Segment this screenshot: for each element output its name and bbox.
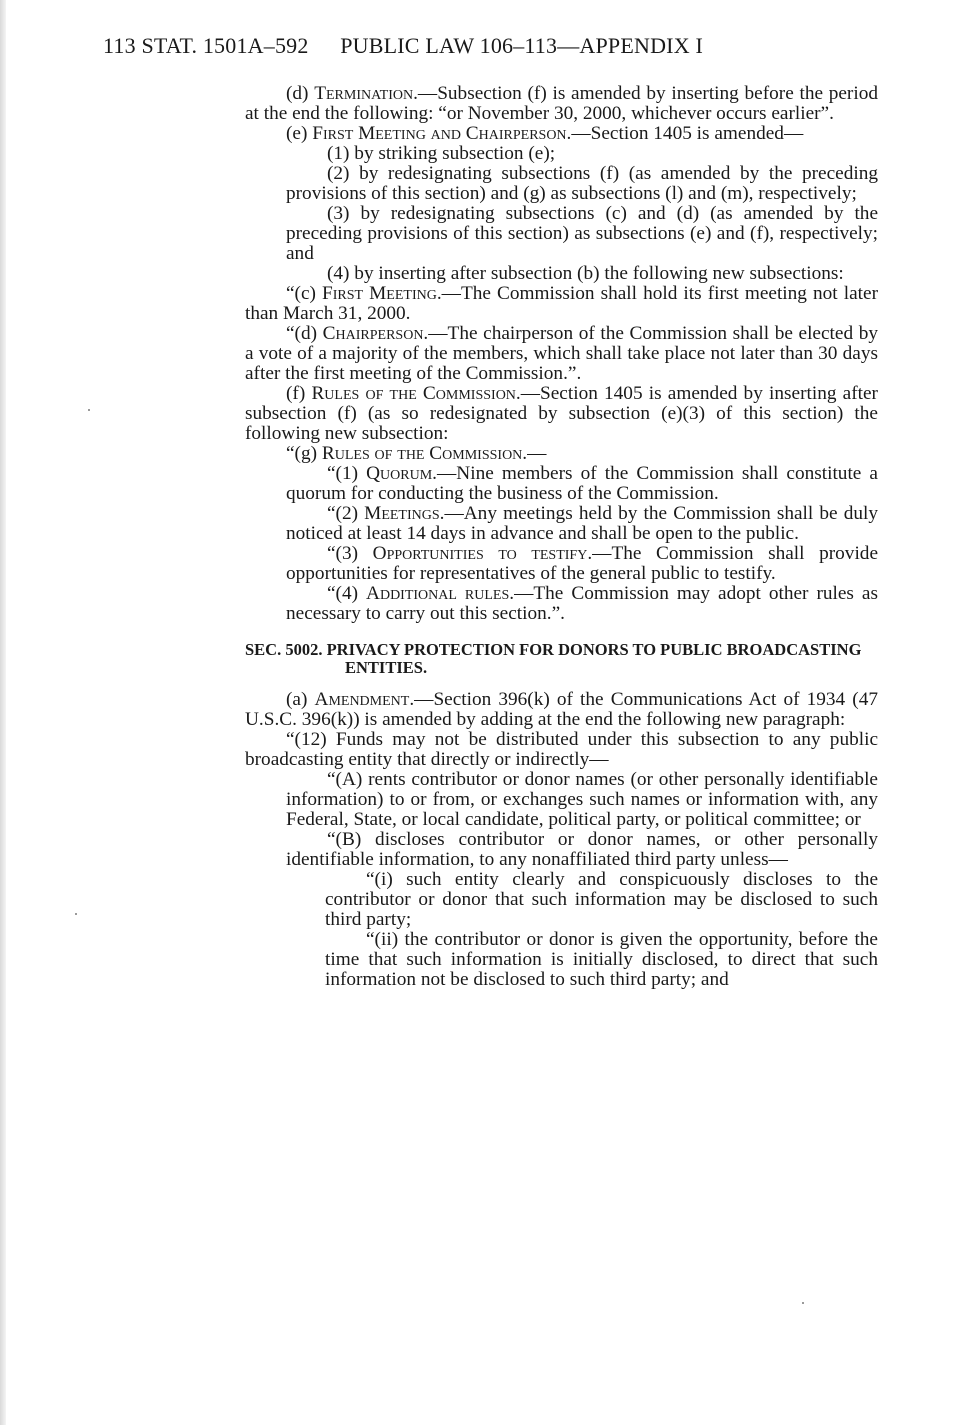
paragraph-lead: “(2) [327, 503, 365, 524]
paragraph-4: (4) by inserting after subsection (b) the following new subsections: [327, 263, 844, 284]
paragraph-text: —Nine members of the Commission shall constitute a quorum for conducting the business of the Commission. [286, 463, 878, 504]
paragraph-heading: Quorum. [366, 463, 437, 484]
paragraph-heading: Chairperson. [322, 323, 429, 344]
paragraph-lead: “(d) [286, 323, 323, 344]
paragraph-heading: Amendment. [314, 689, 415, 710]
paragraph-lead: (e) [286, 123, 313, 144]
paragraph-text: —The chairperson of the Commission shall be elected by a vote of a majority of the members, which shall take place not later than 30 days after the first meeting of the Commission.”. [245, 323, 878, 384]
paragraph-heading: Meetings. [364, 503, 445, 524]
subsection-g-rules [245, 444, 878, 464]
paragraph-text: — [527, 443, 547, 464]
paragraph-text: —The Commission shall hold its first meeting not later than March 31, 2000. [245, 283, 878, 324]
paragraph-text: —Section 1405 is amended— [571, 123, 804, 144]
document-body [245, 84, 878, 990]
rule-3-testify [245, 544, 878, 584]
subsection-e-first-meeting [245, 124, 878, 144]
page-edge-shadow [0, 0, 6, 1425]
rule-2-meetings [245, 504, 878, 544]
subsection-a-amendment [245, 690, 878, 730]
paragraph-heading: Rules of the Commission. [311, 383, 521, 404]
scan-speck [802, 1302, 804, 1304]
paragraph-lead: “(1) [327, 463, 367, 484]
paragraph-1: (1) by striking subsection (e); [327, 143, 556, 164]
section-heading: SEC. 5002. PRIVACY PROTECTION FOR DONORS TO PUBLIC BROADCASTING ENTITIES. [245, 640, 862, 677]
paragraph-text: —Any meetings held by the Commission shall be duly noticed at least 14 days in advance and shall be open to the public. [286, 503, 878, 544]
clause-i: “(i) such entity clearly and conspicuously discloses to the contributor or donor that such information may be disclosed to such third party; [325, 869, 878, 930]
paragraph-text: —Section 1405 is amended by inserting after subsection (f) (as so redesignated by subsection (e)(3) of this section) the following new subsection: [245, 383, 878, 444]
paragraph-text: —The Commission may adopt other rules as necessary to carry out this section.”. [286, 583, 878, 624]
paragraph-heading: Termination. [314, 83, 418, 104]
subsection-f-rules [245, 384, 878, 444]
paragraph-heading: First Meeting. [322, 283, 442, 304]
paragraph-lead: (a) [286, 689, 315, 710]
statute-citation: 113 STAT. 1501A–592 [103, 33, 309, 58]
paragraph-lead: “(3) [327, 543, 373, 564]
paragraph-3: (3) by redesignating subsections (c) and (d) (as amended by the preceding provisions of this section) as subsections (e) and (f), respectively; and [286, 203, 878, 264]
paragraph-12: “(12) Funds may not be distributed under this subsection to any public broadcasting entity that directly or indirectly— [245, 729, 878, 770]
paragraph-lead: (f) [286, 383, 312, 404]
running-head-title: PUBLIC LAW 106–113—APPENDIX I [340, 33, 704, 58]
paragraph-heading: Opportunities to testify. [372, 543, 593, 564]
subsection-d-chairperson [245, 324, 878, 384]
paragraph-text: —The Commission shall provide opportunities for representatives of the general public to testify. [286, 543, 878, 584]
paragraph-heading: Additional rules. [366, 583, 515, 604]
paragraph-text: —Subsection (f) is amended by inserting before the period at the end the following: “or November 30, 2000, whichever occurs earlier”. [245, 83, 878, 124]
rule-1-quorum [245, 464, 878, 504]
clause-ii: “(ii) the contributor or donor is given the opportunity, before the time that such information is initially disclosed, to direct that such information not be disclosed to such third party; and [325, 929, 878, 990]
paragraph-lead: “(g) [286, 443, 322, 464]
running-head [103, 33, 703, 59]
paragraph-lead: “(c) [286, 283, 323, 304]
paragraph-lead: “(4) [327, 583, 367, 604]
scan-speck [88, 409, 90, 411]
subsection-d-termination [245, 84, 878, 124]
paragraph-text: —Section 396(k) of the Communications Act of 1934 (47 U.S.C. 396(k)) is amended by adding at the end the following new paragraph: [245, 689, 878, 730]
clause-B: “(B) discloses contributor or donor names, or other personally identifiable information, to any nonaffiliated third party unless— [286, 829, 878, 870]
scan-speck [75, 913, 77, 915]
clause-A: “(A) rents contributor or donor names (or other personally identifiable information) to or from, or exchanges such names or information with, any Federal, State, or local candidate, political party, or political committee; or [286, 769, 878, 830]
paragraph-heading: First Meeting and Chairperson. [312, 123, 572, 144]
paragraph-2: (2) by redesignating subsections (f) (as amended by the preceding provisions of this section) and (g) as subsections (l) and (m), respectively; [286, 163, 878, 204]
subsection-c-first-meeting [245, 284, 878, 324]
rule-4-additional [245, 584, 878, 624]
paragraph-heading: Rules of the Commission. [321, 443, 528, 464]
paragraph-lead: (d) [286, 83, 315, 104]
